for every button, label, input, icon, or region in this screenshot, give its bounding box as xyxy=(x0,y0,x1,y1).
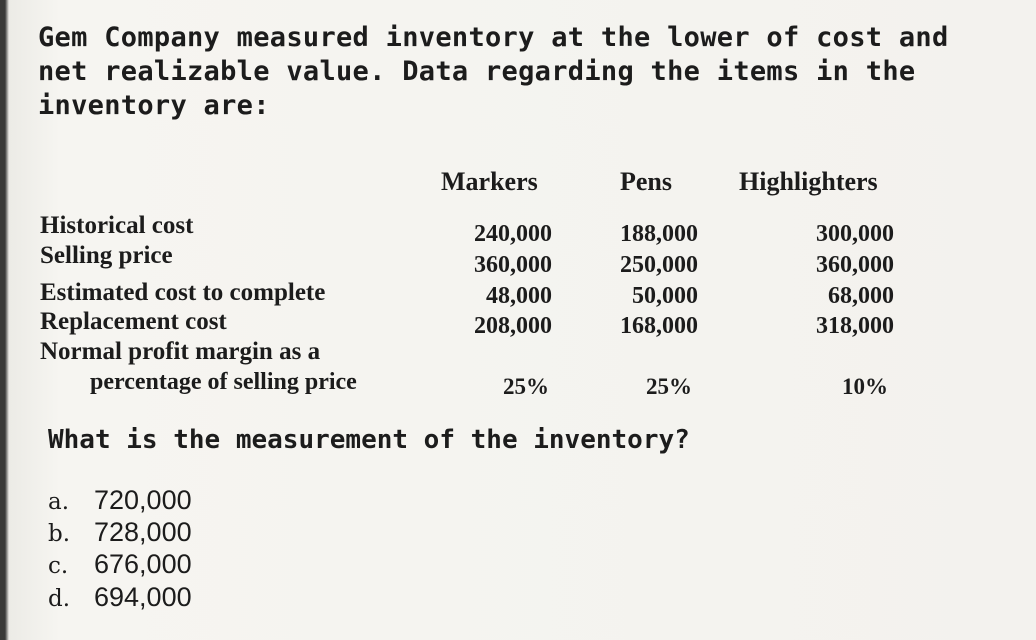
choice-c-letter: c. xyxy=(48,553,69,579)
column-header-pens: Pens xyxy=(620,167,672,196)
choice-b xyxy=(48,519,192,546)
choice-d xyxy=(48,584,192,611)
choice-c xyxy=(48,551,192,578)
pens-replacement-cost: 168,000 xyxy=(620,313,698,339)
markers-historical-cost: 240,000 xyxy=(474,221,552,247)
choice-c-value: 676,000 xyxy=(94,549,192,579)
choice-b-letter: b. xyxy=(48,521,71,547)
choice-a xyxy=(48,487,192,514)
pens-cost-to-complete: 50,000 xyxy=(632,283,698,309)
row-label-profit-margin-2: percentage of selling price xyxy=(90,369,357,395)
highlighters-selling-price: 360,000 xyxy=(816,252,894,278)
highlighters-replacement-cost: 318,000 xyxy=(816,313,894,339)
row-label-replacement-cost: Replacement cost xyxy=(40,308,227,335)
choice-a-value: 720,000 xyxy=(94,485,192,515)
markers-replacement-cost: 208,000 xyxy=(474,313,552,339)
pens-profit-margin: 25% xyxy=(646,374,692,399)
markers-profit-margin: 25% xyxy=(503,374,549,399)
choice-d-letter: d. xyxy=(48,586,71,612)
row-label-profit-margin-1: Normal profit margin as a xyxy=(40,338,321,365)
highlighters-cost-to-complete: 68,000 xyxy=(828,283,894,309)
column-header-markers: Markers xyxy=(441,167,538,196)
choice-b-value: 728,000 xyxy=(94,517,192,547)
intro-line-1: Gem Company measured inventory at the lower of cost and xyxy=(38,22,949,53)
row-label-historical-cost: Historical cost xyxy=(40,212,194,239)
markers-selling-price: 360,000 xyxy=(474,252,552,278)
pens-selling-price: 250,000 xyxy=(620,252,698,278)
highlighters-profit-margin: 10% xyxy=(842,374,888,399)
row-label-selling-price: Selling price xyxy=(40,242,173,269)
intro-line-2: net realizable value. Data regarding the items in the xyxy=(38,56,916,87)
pens-historical-cost: 188,000 xyxy=(620,221,698,247)
intro-line-3: inventory are: xyxy=(38,90,270,121)
choice-a-letter: a. xyxy=(48,489,70,515)
highlighters-historical-cost: 300,000 xyxy=(816,221,894,247)
markers-cost-to-complete: 48,000 xyxy=(486,283,552,309)
row-label-estimated-cost-to-complete: Estimated cost to complete xyxy=(40,279,326,306)
question-text: What is the measurement of the inventory? xyxy=(48,425,690,455)
column-header-highlighters: Highlighters xyxy=(739,167,878,196)
choice-d-value: 694,000 xyxy=(94,582,192,612)
